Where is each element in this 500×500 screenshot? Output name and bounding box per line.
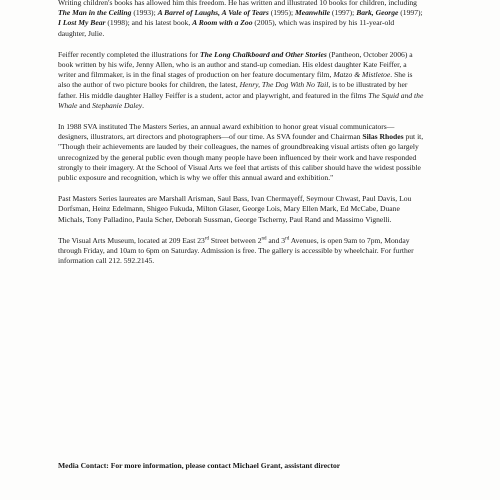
text-run: Avenues, is open 9am to 7pm, Monday through Friday, and 10am to 6pm on Saturday. Admission is free. The gallery is accessible by wheelchair. For further information call 212. 592.2145. <box>58 235 414 266</box>
book-title: Henry, The Dog With No Tail <box>239 80 329 90</box>
book-title: Bark, George <box>356 8 399 18</box>
ordinal-suffix: rd <box>204 236 209 242</box>
text-run: (Pantheon, October 2006) a book written by his wife, Jenny Allen, who is an author and stand-up comedian. His eldest daughter Kate Feiffer, a writer and filmmaker, is in the final stages of production on her feature documentary film, <box>58 49 413 80</box>
text-run: (2005), which was inspired by his 11-year-old daughter, Julie. <box>58 18 395 38</box>
text-run: Feiffer recently completed the illustrations for <box>58 49 200 59</box>
text-run: In 1988 SVA instituted The Masters Series, an annual award exhibition to honor great visual communicators—designers, illustrators, art directors and photographers—of our time. As SVA founder and Chairman <box>58 122 395 142</box>
text-run: (1998); and his latest book, <box>105 18 193 28</box>
ordinal-suffix: rd <box>285 236 290 242</box>
text-run: and <box>77 100 93 110</box>
text-run: (1993); <box>131 8 158 18</box>
paragraph-childrens-books <box>58 0 424 39</box>
ordinal-suffix: nd <box>261 236 267 242</box>
book-title: The Long Chalkboard and Other Stories <box>200 49 327 59</box>
film-title: The Squid and the Whale <box>58 90 424 110</box>
quote-text: put it, "Though their achievements are lauded by their colleagues, the names of groundbreaking visual artists often go largely unrecognized by the general public even though many people have been influenced by their work and have responded strongly to their imagery. At the School of Visual Arts we feel that artists of this caliber should have the widest possible public exposure and recognition, which is why we offer this annual award and exhibition." <box>58 132 424 183</box>
text-run: (1997); <box>330 8 357 18</box>
paragraph-museum-info <box>58 236 424 267</box>
person-name: Silas Rhodes <box>362 132 404 142</box>
paragraph-family <box>58 50 424 111</box>
text-run: Writing children's books has allowed him this freedom. He has written and illustrated 10 books for children, including <box>58 0 417 7</box>
film-title: Matzo & Mistletoe <box>333 70 391 80</box>
text-run: , is to be illustrated by her father. His middle daughter Halley Feiffer is a student, actor and playwright, and featured in the films <box>58 80 408 100</box>
media-contact: Media Contact: For more information, please contact Michael Grant, assistant director <box>58 461 341 470</box>
book-title: A Barrel of Laughs, A Vale of Tears <box>157 8 269 18</box>
text-run: Street between 2 <box>209 235 262 245</box>
text-run: (1997); <box>398 8 423 18</box>
text-run: . <box>142 100 145 110</box>
paragraph-masters-series <box>58 122 424 183</box>
text-run: (1995); <box>268 8 295 18</box>
book-title: A Room with a Zoo <box>192 18 253 28</box>
book-title: I Lost My Bear <box>58 18 106 28</box>
press-release-body <box>58 0 424 277</box>
text-run: and 3 <box>266 235 286 245</box>
book-title: Meanwhile <box>295 8 331 18</box>
text-run: . She is also the author of two picture books for children, the latest, <box>58 70 413 90</box>
paragraph-laureates: Past Masters Series laureates are Marshall Arisman, Saul Bass, Ivan Chermayeff, Seymour Chwast, Paul Davis, Lou Dorfsman, Heinz Edelmann, Shigeo Fukuda, Milton Glaser, George Lois, Mary Ellen Mark, Ed McCabe, Duane Michals, Tony Palladino, Paula Scher, Deborah Sussman, George Tscherny, Paul Rand and Massimo Vignelli. <box>58 194 412 224</box>
film-title: Stephanie Daley <box>92 100 143 110</box>
book-title: The Man in the Ceiling <box>58 8 132 18</box>
text-run: The Visual Arts Museum, located at 209 East 23 <box>58 235 205 245</box>
